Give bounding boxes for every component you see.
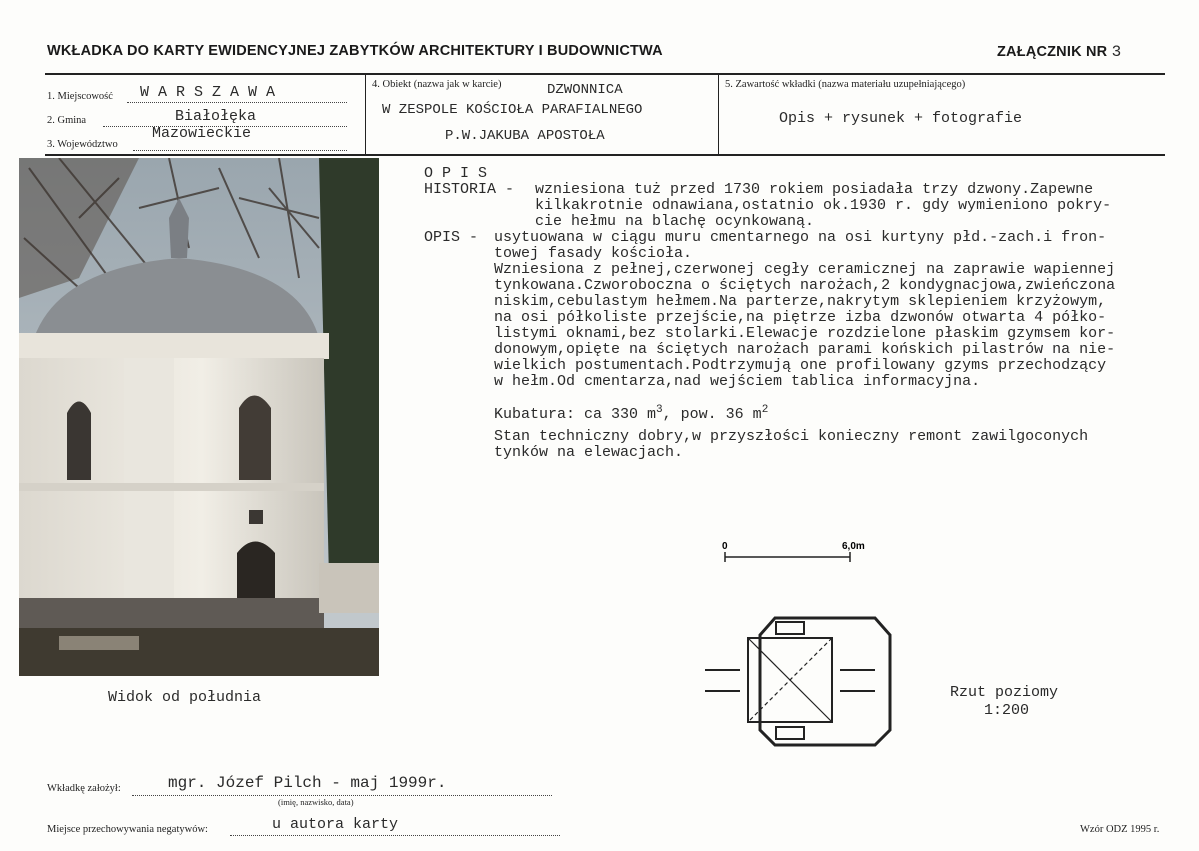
place-value: W A R S Z A W A (140, 84, 276, 101)
commune-label: 2. Gmina (47, 115, 87, 126)
opis-text (494, 230, 1115, 461)
header-top-rule (45, 73, 1165, 75)
opis-line: na osi półkoliste przejście,na piętrze izba dzwonów otwarta 4 półko- (494, 309, 1107, 326)
history-label: HISTORIA - (424, 181, 515, 198)
author-hint: (imię, nazwisko, data) (278, 797, 354, 807)
opis-line: listymi oknami,bez stolarki.Elewacje rozdzielone płaskim gzymsem kor- (494, 325, 1116, 342)
attachment-number: 3 (1111, 43, 1122, 61)
opis-line: towej fasady kościoła. (494, 245, 693, 262)
history-text (535, 182, 1111, 230)
header-divider-2 (718, 75, 719, 155)
history-section (424, 182, 1115, 230)
volume-exponent: 3 (656, 404, 663, 416)
photo-caption: Widok od południa (108, 689, 262, 706)
object-label: 4. Obiekt (nazwa jak w karcie) (372, 79, 502, 90)
scale-start: 0 (722, 541, 728, 552)
object-line-1: DZWONNICA (547, 82, 623, 98)
scale-end: 6,0m (842, 541, 865, 552)
plan-caption-2: 1:200 (984, 702, 1030, 719)
commune-value: Białołęka (175, 108, 257, 125)
object-line-3: P.W.JAKUBA APOSTOŁA (445, 128, 605, 144)
attachment-label (997, 43, 1121, 61)
opis-label: OPIS - (424, 229, 479, 246)
opis-line: wielkich postumentach.Podtrzymują one profilowany gzyms przechodzący (494, 357, 1107, 374)
opis-line: usytuowana w ciągu muru cmentarnego na osi kurtyny płd.-zach.i fron- (494, 229, 1107, 246)
opis-line: niskim,cebulastym hełmem.Na parterze,nakrytym sklepieniem krzyżowym, (494, 293, 1107, 310)
area-value: , pow. 36 m (662, 406, 762, 423)
author-label: Wkładkę założył: (47, 783, 121, 794)
opis-line: tynkowana.Czworoboczna o ściętych narożach,2 kondygnacjowa,zwieńczona (494, 277, 1116, 294)
opis-line: Wzniesiona z pełnej,czerwonej cegły ceramicznej na zaprawie wapiennej (494, 261, 1116, 278)
description-heading: O P I S (424, 165, 488, 182)
floor-plan-drawing (700, 505, 930, 755)
plan-caption-1: Rzut poziomy (950, 684, 1059, 701)
condition-line: Stan techniczny dobry,w przyszłości konieczny remont zawilgoconych (494, 428, 1089, 445)
storage-dots (230, 835, 560, 836)
object-line-2: W ZESPOLE KOŚCIOŁA PARAFIALNEGO (382, 102, 643, 118)
author-dots (132, 795, 552, 796)
storage-label: Miejsce przechowywania negatywów: (47, 824, 208, 835)
contents-label: 5. Zawartość wkładki (nazwa materiału uzupełniającego) (725, 79, 966, 90)
form-code: Wzór ODZ 1995 r. (1080, 824, 1160, 835)
belfry-photo (19, 158, 379, 676)
header-divider-1 (365, 75, 366, 155)
volume-line (494, 402, 1115, 423)
form-title: WKŁADKA DO KARTY EWIDENCYJNEJ ZABYTKÓW ARCHITEKTURY I BUDOWNICTWA (47, 43, 663, 59)
area-exponent: 2 (761, 404, 769, 416)
author-value: mgr. Józef Pilch - maj 1999r. (168, 774, 447, 792)
condition-line: tynków na elewacjach. (494, 444, 684, 461)
place-label: 1. Miejscowość (47, 91, 113, 102)
attachment-label-text: ZAŁĄCZNIK NR (997, 44, 1108, 60)
history-line: wzniesiona tuż przed 1730 rokiem posiadała trzy dzwony.Zapewne (535, 181, 1094, 198)
opis-section (424, 230, 1115, 461)
history-line: kilkakrotnie odnawiana,ostatnio ok.1930 r. gdy wymieniono pokry- (535, 197, 1112, 214)
description-block (424, 166, 1115, 461)
history-line: cie hełmu na blachę ocynkowaną. (535, 213, 815, 230)
voivodeship-value: Mazowieckie (152, 125, 252, 142)
header-bottom-rule (45, 154, 1165, 156)
floor-plan (700, 505, 930, 755)
opis-line: w hełm.Od cmentarza,nad wejściem tablica informacyjna. (494, 373, 981, 390)
voivodeship-label: 3. Województwo (47, 139, 118, 150)
volume-label: Kubatura: (494, 406, 576, 423)
opis-line: donowym,opięte na ściętych narożach parami końskich pilastrów na nie- (494, 341, 1116, 358)
contents-value: Opis + rysunek + fotografie (779, 110, 1023, 127)
belfry-photo-drawing (19, 158, 379, 676)
volume-value: ca 330 m (584, 406, 657, 423)
place-dots (127, 102, 347, 103)
voivodeship-dots (133, 150, 347, 151)
storage-value: u autora karty (272, 816, 399, 833)
